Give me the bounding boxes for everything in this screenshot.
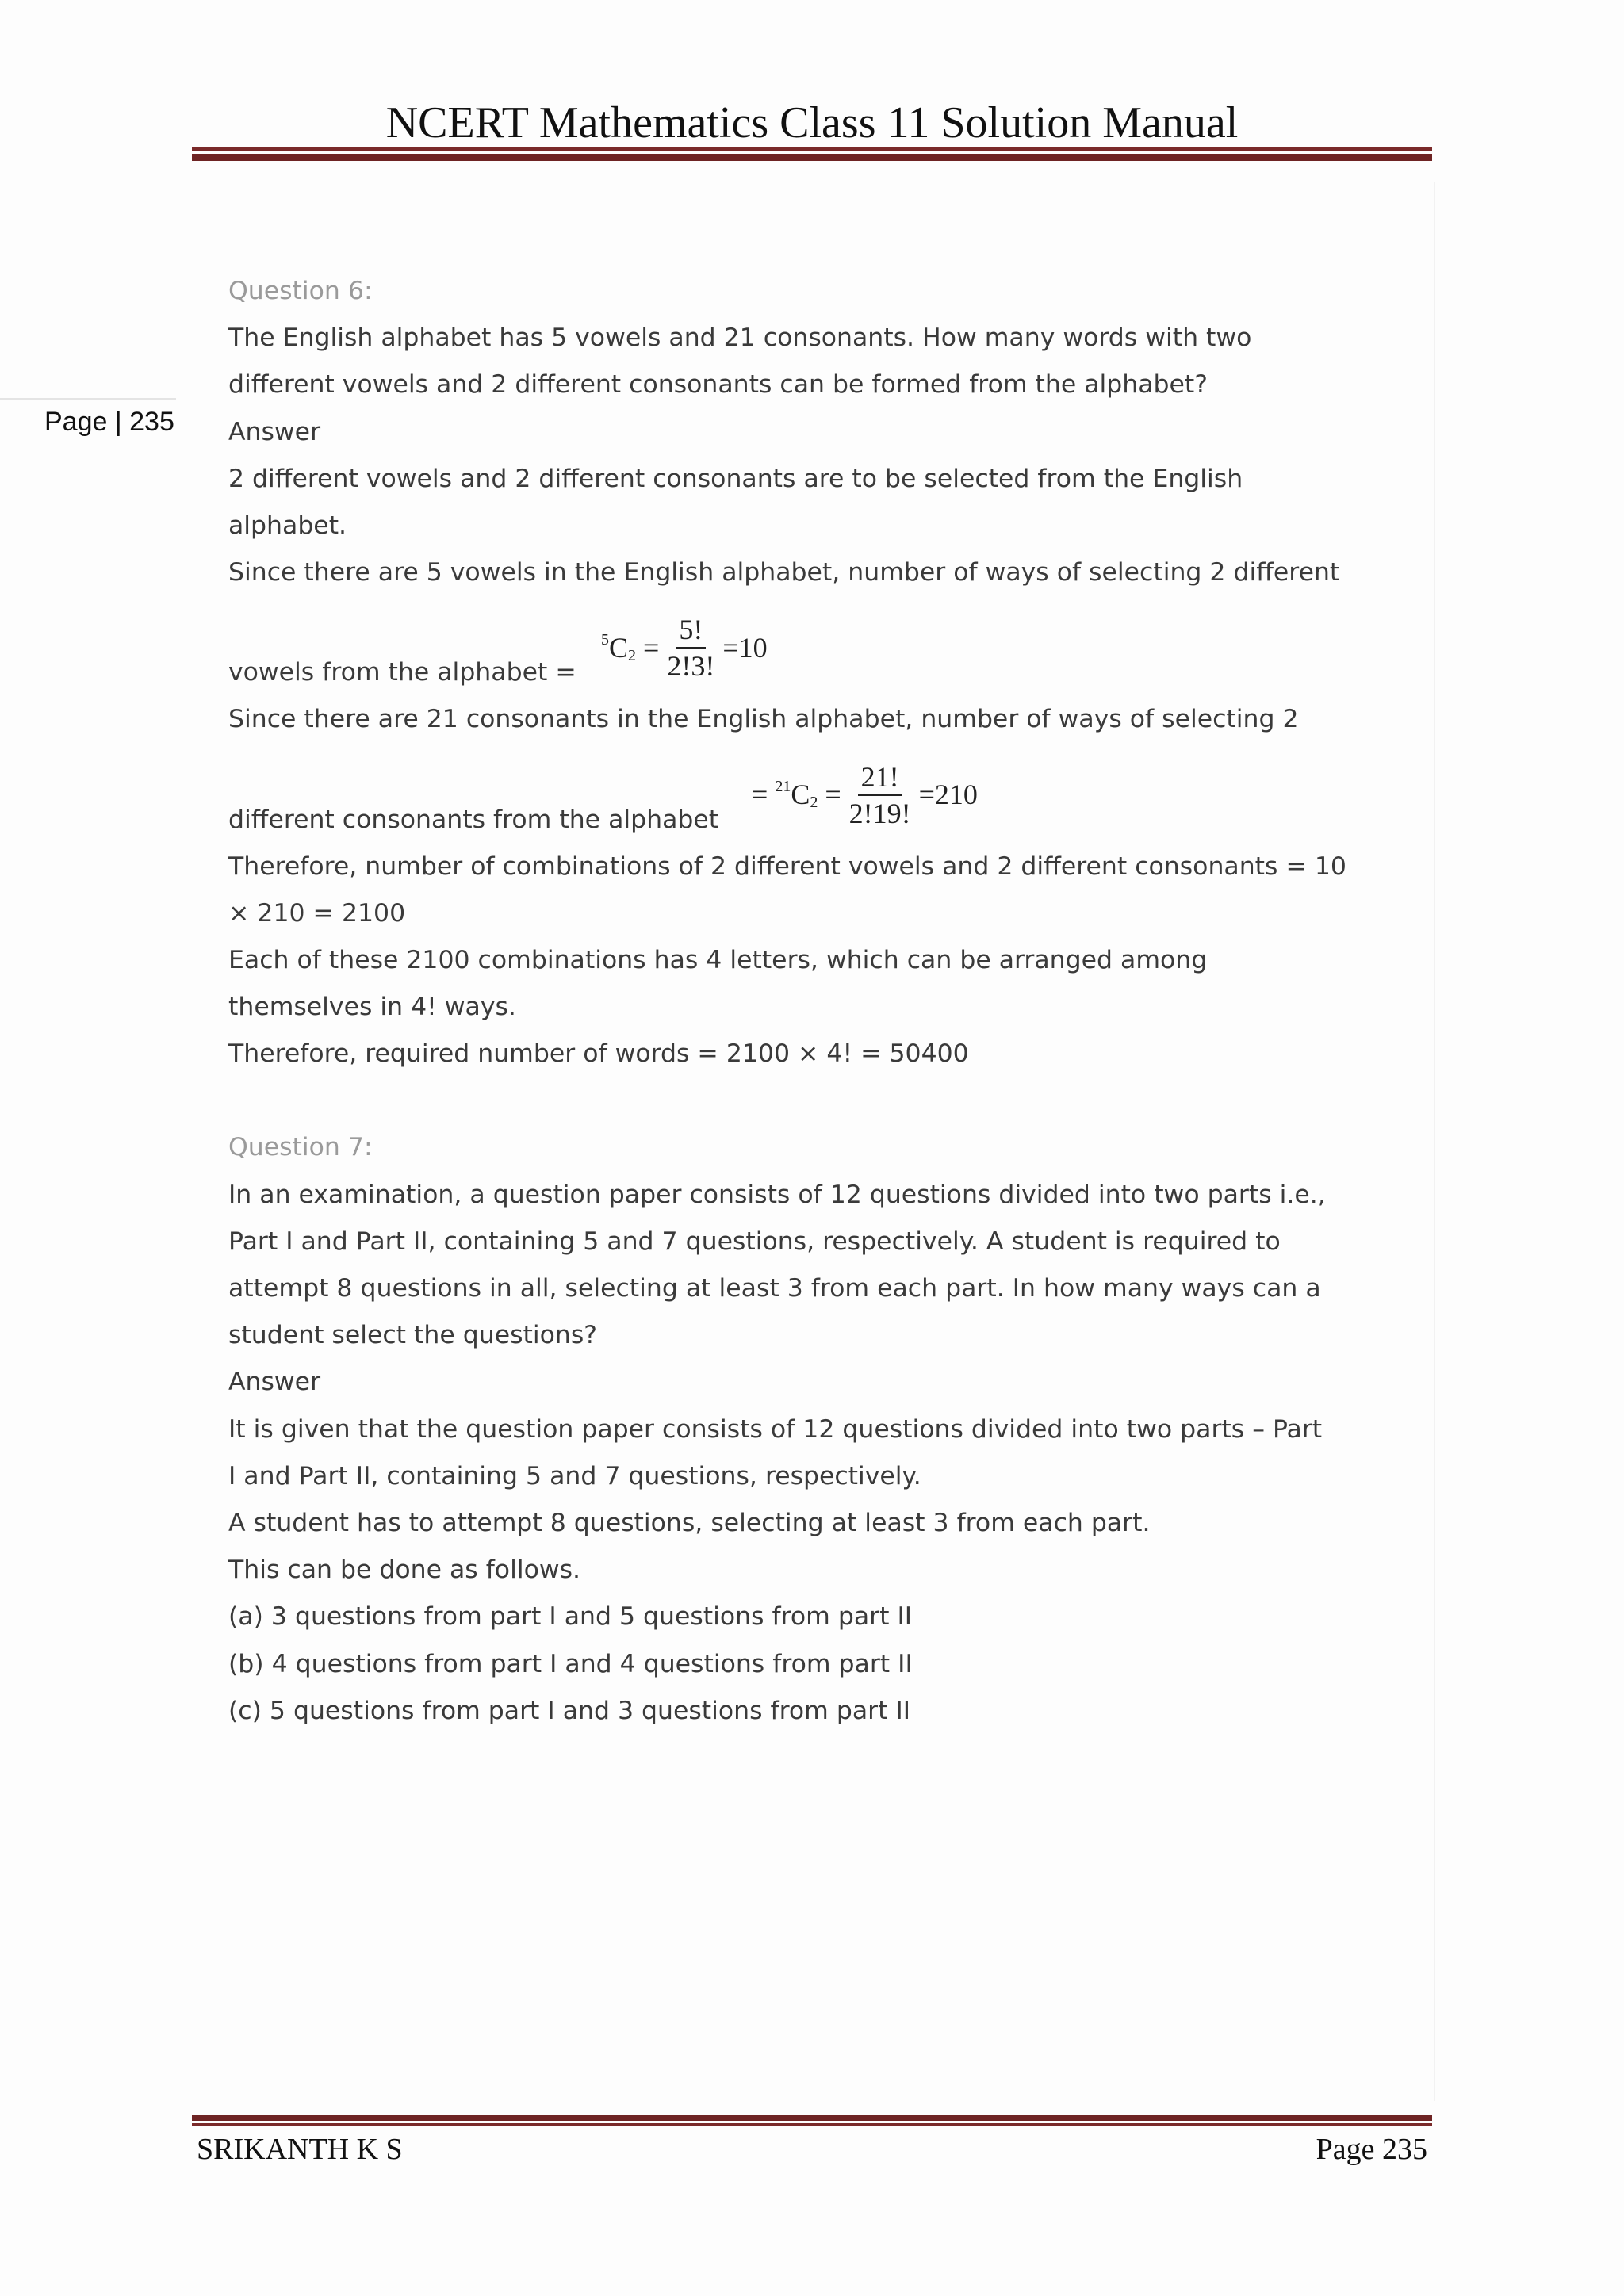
equation-lead-text: vowels from the alphabet = — [228, 658, 576, 687]
equation-result: =10 — [722, 631, 768, 664]
footer-rule-thin — [192, 2123, 1432, 2126]
document-body — [228, 268, 1410, 1735]
combination-r: 2 — [810, 793, 818, 811]
answer-text-line: A student has to attempt 8 questions, selecting at least 3 from each part. — [228, 1508, 1151, 1537]
fraction — [846, 760, 914, 831]
answer-text-line: This can be done as follows. — [228, 1556, 581, 1585]
margin-page-label: Page | 235 — [44, 407, 174, 437]
footer-rule-thick — [192, 2115, 1432, 2121]
fraction — [664, 612, 718, 683]
question-7-heading: Question 7: — [228, 1133, 373, 1162]
question-text-line: Part I and Part II, containing 5 and 7 questions, respectively. A student is required to — [228, 1226, 1281, 1256]
page-header-title: NCERT Mathematics Class 11 Solution Manual — [385, 98, 1239, 147]
answer-text-line: It is given that the question paper consists of 12 questions divided into two parts – Part — [228, 1414, 1323, 1444]
answer-text-line: I and Part II, containing 5 and 7 questions, respectively. — [228, 1461, 921, 1490]
equation-line-consonants — [228, 744, 1410, 844]
header-rule-thick — [192, 154, 1432, 161]
answer-text-line: Each of these 2100 combinations has 4 letters, which can be arranged among — [228, 945, 1208, 974]
fraction-numerator: 5! — [676, 612, 706, 649]
question-text-line: attempt 8 questions in all, selecting at least 3 from each part. In how many ways can a — [228, 1274, 1321, 1303]
equation-result: =210 — [918, 778, 978, 810]
answer-text-line: Therefore, required number of words = 2100 × 4! = 50400 — [228, 1039, 969, 1069]
combination-formula-consonants: = 21 C 2 = $\frac{21!}{2!19!}$ =210 — [752, 760, 978, 829]
answer-text-line: (b) 4 questions from part I and 4 questions from part II — [228, 1649, 913, 1678]
question-text-line: different vowels and 2 different consonants can be formed from the alphabet? — [228, 370, 1208, 400]
combination-n: 21 — [775, 777, 791, 795]
answer-text-line: 2 different vowels and 2 different consonants are to be selected from the English — [228, 464, 1243, 493]
answer-text-line: alphabet. — [228, 511, 347, 540]
question-text-line: The English alphabet has 5 vowels and 21 consonants. How many words with two — [228, 323, 1252, 353]
answer-text-line: (a) 3 questions from part I and 5 questions from part II — [228, 1602, 913, 1632]
answer-label: Answer — [228, 417, 321, 446]
footer-author: SRIKANTH K S — [197, 2133, 403, 2166]
footer-page-number: Page 235 — [1316, 2133, 1427, 2166]
header-rule-thin — [192, 147, 1432, 151]
margin-divider — [0, 398, 176, 400]
answer-text-line: Since there are 21 consonants in the English alphabet, number of ways of selecting 2 — [228, 705, 1299, 734]
answer-text-line: × 210 = 2100 — [228, 898, 406, 928]
fraction-denominator: 2!3! — [667, 650, 715, 683]
scan-edge-shadow — [1434, 182, 1435, 2101]
fraction-denominator: 2!19! — [848, 797, 911, 829]
question-text-line: student select the questions? — [228, 1321, 597, 1350]
answer-label: Answer — [228, 1368, 321, 1397]
section-spacer — [228, 1077, 1410, 1124]
answer-text-line: themselves in 4! ways. — [228, 993, 516, 1022]
combination-formula-vowels: 5 C 2 = $\frac{5!}{2!3!}$ =10 — [601, 614, 768, 683]
answer-text-line: Therefore, number of combinations of 2 different vowels and 2 different consonants = 10 — [228, 851, 1346, 881]
answer-text-line: Since there are 5 vowels in the English alphabet, number of ways of selecting 2 different — [228, 558, 1340, 587]
combination-r: 2 — [628, 646, 637, 664]
question-text-line: In an examination, a question paper consists of 12 questions divided into two parts i.e., — [228, 1180, 1326, 1209]
answer-text-line: (c) 5 questions from part I and 3 questions from part II — [228, 1696, 911, 1725]
question-6-heading: Question 6: — [228, 277, 373, 305]
equation-lead-text: different consonants from the alphabet — [228, 805, 719, 834]
fraction-numerator: 21! — [858, 760, 902, 796]
combination-n: 5 — [601, 630, 609, 649]
equation-line-vowels — [228, 596, 1410, 696]
